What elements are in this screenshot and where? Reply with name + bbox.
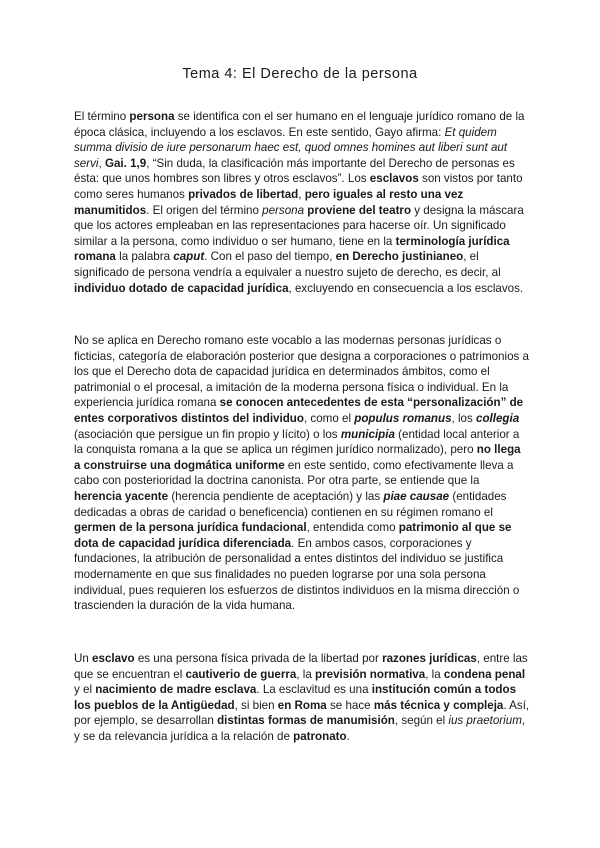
document-title: Tema 4: El Derecho de la persona — [182, 66, 418, 82]
bold-term: persona — [129, 110, 175, 123]
bold-term: germen de la persona jurídica fundacional — [74, 521, 307, 535]
bold-italic-term: populus romanus — [354, 411, 452, 425]
text-run: . El origen del término — [146, 203, 263, 217]
italic-term: persona — [262, 203, 305, 217]
bold-term: institución común a todos los pueblos de la Antigüedad — [74, 683, 517, 712]
bold-term: en Roma — [277, 698, 327, 712]
bold-term: privados de libertad — [188, 187, 299, 201]
text-run: El término — [74, 110, 130, 123]
text-run: , como el — [303, 411, 355, 425]
bold-term: proviene del teatro — [307, 203, 412, 217]
bold-term: patrimonio al que se dota de capacidad jurídica diferenciada — [74, 521, 512, 550]
text-run: y el — [74, 683, 96, 697]
text-run: , los — [451, 411, 476, 425]
text-run: . En ambos casos, corporaciones y fundaciones, la atribución de personalidad a entes distintos del individuo se justifica modernamente en que sus finalidades no pueden lograrse por una sola persona individual, pues requieren los esfuerzos de distintos individuos en la misma dirección o trascienden la duración de la vida humana. — [74, 536, 520, 613]
text-run: , entre las que se encuentran el — [74, 652, 528, 681]
bold-term: individuo dotado de capacidad jurídica — [74, 281, 289, 295]
text-run: (herencia pendiente de aceptación) y las — [168, 489, 384, 503]
text-run: , la — [296, 667, 316, 681]
bold-term: Gai. 1,9 — [104, 156, 147, 170]
bold-term: nacimiento de madre esclava — [95, 683, 257, 697]
text-run: se hace — [326, 698, 374, 712]
bold-term: pero iguales al resto una vez manumitidos — [74, 187, 464, 217]
bold-italic-term: municipia — [340, 427, 395, 441]
text-run: se identifica con el ser humano en el lenguaje jurídico romano de la época clásica, incluyendo a los esclavos. En este sentido, Gayo afirma: — [74, 110, 525, 139]
bold-italic-term: collegia — [476, 411, 520, 425]
bold-term: cautiverio de guerra — [185, 667, 297, 681]
text-run: . La esclavitud es una — [256, 683, 372, 697]
text-run: . — [346, 729, 350, 743]
text-run: en este sentido, como efectivamente lleva a cabo con posterioridad la doctrina canonista. Por otra parte, se entiende que la — [74, 458, 514, 488]
text-run: , entendida como — [306, 521, 399, 535]
bold-term: en Derecho justinianeo — [335, 250, 464, 264]
text-run: , — [98, 156, 105, 170]
text-run: (entidades dedicadas a obras de caridad o beneficencia) contienen en su régimen romano el — [74, 489, 507, 519]
bold-term: esclavos — [369, 172, 419, 186]
text-run: , — [298, 187, 305, 201]
bold-term: distintas formas de manumisión — [217, 714, 395, 728]
text-run: Un — [74, 652, 93, 665]
bold-term: no llega a construirse una dogmática uniforme — [74, 443, 521, 472]
text-run: y designa la máscara que los actores empleaban en las representaciones para hacerse oír. Un significado similar a la persona, como individuo o ser humano, tiene en la — [74, 203, 524, 248]
text-run: la palabra — [115, 250, 174, 264]
bold-term: esclavo — [92, 652, 135, 665]
bold-italic-term: caput — [173, 250, 205, 264]
text-run: (entidad local anterior a la conquista romana a la que se aplica un régimen jurídico normalizado), pero — [74, 427, 520, 457]
text-run: son vistos por tanto como seres humanos — [74, 172, 523, 201]
text-run: , si bien — [234, 698, 278, 712]
text-run: , según el — [394, 714, 449, 728]
paragraph-slavery — [74, 651, 530, 745]
bold-term: terminología jurídica romana — [74, 234, 510, 264]
paragraph-persona-definition — [74, 109, 530, 296]
bold-italic-term: piae causae — [383, 489, 450, 503]
bold-term: herencia yacente — [74, 489, 169, 503]
bold-term: condena penal — [443, 667, 526, 681]
bold-term: se conocen antecedentes de esta “personalización” de entes corporativos distintos del individuo — [74, 396, 524, 425]
text-run: , y se da relevancia jurídica a la relación de — [74, 714, 526, 743]
text-run: , “Sin duda, la clasificación más importante del Derecho de personas es ésta: que unos hombres son libres y otros esclavos”. Los — [74, 156, 515, 186]
text-run: No se aplica en Derecho romano este vocablo a las modernas personas jurídicas o ficticias, categoría de elaboración posterior que designa a corporaciones o patrimonios a los que el Derecho dota de capacidad jurídica en determinados ámbitos, como el patrimonial o el procesal, a imitación de la moderna persona física o individual. En la experiencia jurídica romana — [74, 334, 529, 410]
text-run: , excluyendo en consecuencia a los esclavos. — [288, 281, 524, 295]
italic-term: Et quidem summa divisio de iure personarum haec est, quod omnes homines aut liberi sunt aut servi — [74, 125, 508, 170]
bold-term: más técnica y compleja — [373, 698, 504, 712]
bold-term: razones jurídicas — [382, 652, 477, 665]
text-run: . Con el paso del tiempo, — [204, 250, 336, 264]
bold-term: patronato — [293, 729, 347, 743]
text-run: , el significado de persona vendría a equivaler a nuestro sujeto de derecho, es decir, al — [74, 250, 501, 279]
text-run: (asociación que persigue un fin propio y lícito) o los — [74, 427, 341, 441]
italic-term: ius praetorium — [448, 714, 522, 728]
text-run: es una persona física privada de la libertad por — [134, 652, 383, 665]
paragraph-legal-persons — [74, 333, 530, 614]
bold-term: previsión normativa — [315, 667, 426, 681]
text-run: . Así, por ejemplo, se desarrollan — [74, 698, 530, 728]
text-run: , la — [425, 667, 444, 681]
